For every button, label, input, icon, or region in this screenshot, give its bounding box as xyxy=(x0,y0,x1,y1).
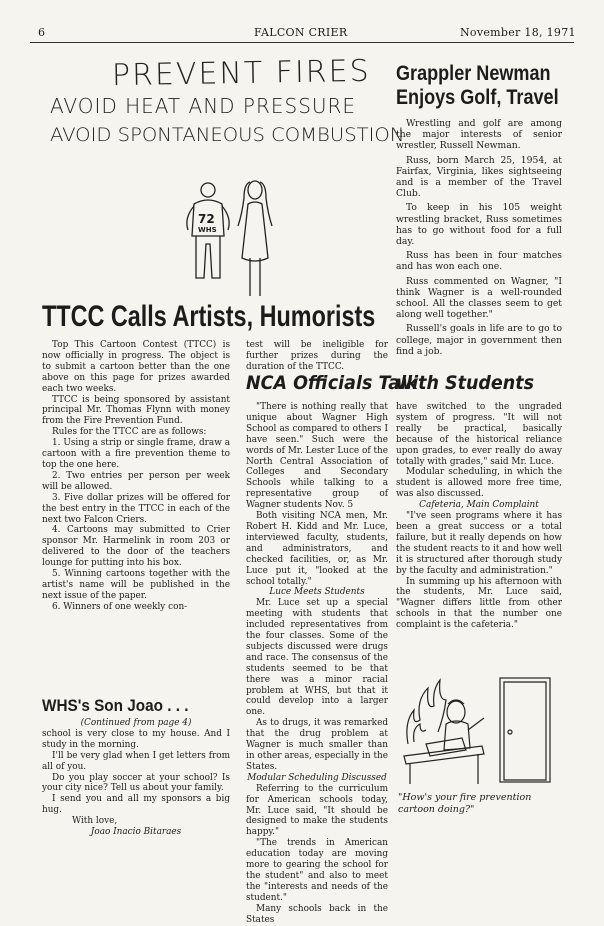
nca-paragraph: Referring to the curriculum for American schools today, Mr. Luce said, "It should be designed to make the students happy." xyxy=(246,783,388,838)
nca-article-col2 xyxy=(246,402,388,926)
joao-headline: WHS's Son Joao . . . xyxy=(42,696,189,715)
nca-paragraph: Modular scheduling, in which the student is allowed more free time, was also discussed. xyxy=(396,467,562,500)
grappler-paragraph: To keep in his 105 weight wrestling bracket, Russ sometimes has to go without food for a full day. xyxy=(396,202,562,248)
nca-paragraph: Many schools back in the States xyxy=(246,903,388,925)
nca-paragraph: Mr. Luce set up a special meeting with students that included representatives from the four classes. Some of the subjects discussed were drugs and race. The consensus of the students seemed to be that there was a minor racial problem at WHS, but that it could develop into a larger one. xyxy=(246,598,388,718)
nca-subhead: Modular Scheduling Discussed xyxy=(247,772,387,783)
joao-paragraph: I'll be very glad when I get letters from all of you. xyxy=(42,750,230,772)
joao-article xyxy=(42,718,230,838)
issue-date: November 18, 1971 xyxy=(460,26,576,39)
ttcc-rule: 5. Winning cartoons together with the artist's name will be published in the next issue of the paper. xyxy=(42,569,230,601)
grappler-paragraph: Wrestling and golf are among the major interests of senior wrestler, Russell Newman. xyxy=(396,118,562,152)
nca-headline-left: NCA Officials Talk xyxy=(246,372,418,394)
ttcc-rule: 1. Using a strip or single frame, draw a cartoon with a fire prevention theme to top the one here. xyxy=(42,438,230,470)
wrestler-and-girl-drawing xyxy=(180,178,290,308)
cartoon-line-heat-pressure: AVOID HEAT AND PRESSURE xyxy=(50,94,357,118)
ttcc-paragraph: Top This Cartoon Contest (TTCC) is now officially in progress. The object is to submit a cartoon better than the one above on this page for prizes awarded each two weeks. xyxy=(42,340,230,394)
ttcc-rule: 2. Two entries per person per week will be allowed. xyxy=(42,470,230,492)
joao-paragraph: I send you and all my sponsors a big hug. xyxy=(42,794,230,816)
nca-paragraph: As to drugs, it was remarked that the drug problem at Wagner is much smaller than in other areas, especially in the States. xyxy=(246,718,388,772)
jersey-text: WHS xyxy=(198,226,217,234)
grappler-paragraph: Russ, born March 25, 1954, at Fairfax, Virginia, likes sightseeing and is a member of the Travel Club. xyxy=(396,154,562,200)
fire-cartoon-drawing xyxy=(404,660,564,786)
ttcc-rule: 4. Cartoons may submitted to Crier sponsor Mr. Harmelink in room 203 or delivered to the door of the teachers lounge for putting into his box. xyxy=(42,525,230,569)
nca-subhead: Luce Meets Students xyxy=(269,587,365,598)
ttcc-continuation xyxy=(246,340,388,373)
ttcc-rule: 6. Winners of one weekly con- xyxy=(52,601,188,612)
fire-cartoon-caption: "How's your fire prevention cartoon doing?" xyxy=(398,792,532,815)
nca-paragraph: "There is nothing really that unique about Wagner High School as compared to others I have seen." Such were the words of Mr. Lester Luce of the North Central Association of Colleges and Secondary Schools while talking to a representative group of Wagner students Nov. 5 xyxy=(246,402,388,511)
nca-paragraph: In summing up his afternoon with the students, Mr. Luce said, "Wagner differs little from other schools in that the number one complaint is the cafeteria." xyxy=(396,576,562,631)
ttcc-paragraph: TTCC is being sponsored by assistant principal Mr. Thomas Flynn with money from the Fire Prevention Fund. xyxy=(42,394,230,427)
nca-paragraph: Both visiting NCA men, Mr. Robert H. Kidd and Mr. Luce, interviewed faculty, students, and administrators, and checked facilities, or, as Mr. Luce put it, "looked at the school totally." xyxy=(246,511,388,587)
nca-paragraph: have switched to the ungraded system of progress. "It will not really be practical, basically because of the historical reliance upon grades, to ever really do away totally with grades," said Mr. Luce. xyxy=(396,402,562,467)
newspaper-name: FALCON CRIER xyxy=(254,26,348,39)
cartoon-line-combustion: AVOID SPONTANEOUS COMBUSTION xyxy=(50,124,405,146)
header-rule xyxy=(30,42,574,43)
ttcc-article xyxy=(42,340,230,613)
nca-headline-right: with Students xyxy=(396,372,534,394)
page-number: 6 xyxy=(38,26,46,39)
ttcc-rule: 3. Five dollar prizes will be offered for the best entry in the TTCC in each of the next two Falcon Criers. xyxy=(42,492,230,525)
grappler-headline-2: Enjoys Golf, Travel xyxy=(396,86,559,109)
cartoon-line-prevent-fires: PREVENT FIRES xyxy=(111,53,371,94)
joao-paragraph: Do you play soccer at your school? Is your city nice? Tell us about your family. xyxy=(42,772,230,794)
joao-closing: With love, xyxy=(72,816,118,827)
grappler-article xyxy=(396,118,562,357)
grappler-headline-1: Grappler Newman xyxy=(396,62,551,85)
nca-article-col3 xyxy=(396,402,562,631)
ttcc-headline: TTCC Calls Artists, Humorists xyxy=(42,300,376,333)
joao-paragraph: school is very close to my house. And I study in the morning. xyxy=(42,728,230,750)
nca-paragraph: "The trends in American education today are moving more to gearing the school for the student" and also to meet the "interests and needs of the student." xyxy=(246,838,388,903)
grappler-paragraph: Russell's goals in life are to go to college, major in government then find a job. xyxy=(396,323,562,357)
ttcc-paragraph: Rules for the TTCC are as follows: xyxy=(52,427,207,438)
continued-note: (Continued from page 4) xyxy=(80,718,192,728)
joao-signature: Joao Inacio Bitaraes xyxy=(90,827,182,838)
grappler-paragraph: Russ commented on Wagner, "I think Wagner is a well-rounded school. All the classes seem to get along well together." xyxy=(396,275,562,321)
ttcc-continuation-text: test will be ineligible for further prizes during the duration of the TTCC. xyxy=(246,340,388,372)
nca-subhead: Cafeteria, Main Complaint xyxy=(419,500,539,511)
nca-paragraph: "I've seen programs where it has been a great success or a total failure, but it really depends on how the student reacts to it and how well it is structured after thorough study by the faculty and administration." xyxy=(396,511,562,576)
grappler-paragraph: Russ has been in four matches and has won each one. xyxy=(396,250,562,273)
jersey-number: 72 xyxy=(198,212,215,226)
